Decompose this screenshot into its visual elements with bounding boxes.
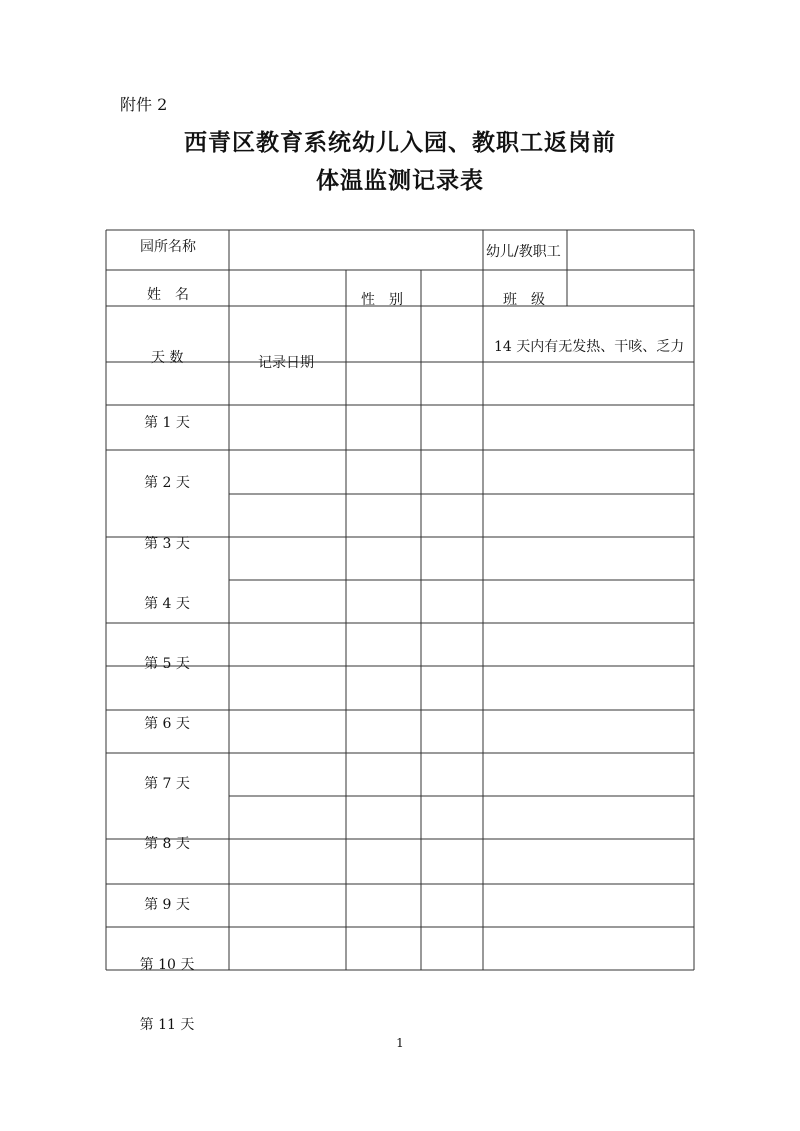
class-label: 班 级 <box>503 292 545 308</box>
symptom-label: 14 天内有无发热、干咳、乏力 <box>494 339 685 355</box>
document-title-line1: 西青区教育系统幼儿入园、教职工返岗前 <box>184 129 616 156</box>
name-label: 姓 名 <box>147 287 189 303</box>
attachment-label: 附件 2 <box>120 95 168 114</box>
document-title-line2: 体温监测记录表 <box>316 167 484 194</box>
record-date-label: 记录日期 <box>258 355 314 371</box>
role-label: 幼儿/教职工 <box>486 244 561 260</box>
kindergarten-name-label: 园所名称 <box>140 239 196 255</box>
day-label-11: 第 11 天 <box>139 1017 195 1033</box>
day-label-2: 第 2 天 <box>144 475 190 491</box>
day-label-7: 第 7 天 <box>144 776 190 792</box>
day-label-9: 第 9 天 <box>144 897 190 913</box>
page-number: 1 <box>396 1036 404 1050</box>
day-label-3: 第 3 天 <box>144 536 190 552</box>
day-label-1: 第 1 天 <box>144 415 190 431</box>
day-label-6: 第 6 天 <box>144 716 190 732</box>
day-label-8: 第 8 天 <box>144 836 190 852</box>
days-label: 天 数 <box>151 350 184 366</box>
day-label-4: 第 4 天 <box>144 596 190 612</box>
gender-label: 性 别 <box>361 292 403 308</box>
day-label-10: 第 10 天 <box>139 957 195 973</box>
day-label-5: 第 5 天 <box>144 656 190 672</box>
